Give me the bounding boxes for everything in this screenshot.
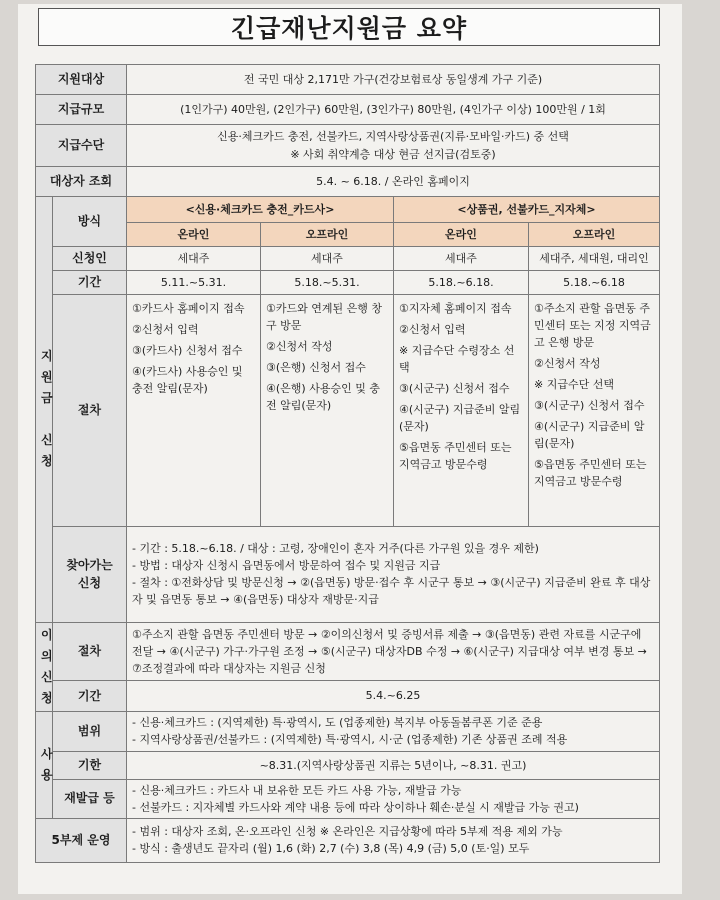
- objection-period: 5.4.~6.25: [127, 681, 660, 711]
- value-means: [127, 125, 660, 167]
- label-scale: 지급규모: [36, 95, 127, 125]
- row-objection-period: [36, 681, 660, 711]
- fiveday-content: [127, 818, 660, 862]
- step: ④(카드사) 사용승인 및 충전 알림(문자): [132, 364, 243, 395]
- card-offline: 오프라인: [261, 223, 394, 247]
- section-usage-label: 사 용: [36, 711, 53, 818]
- value-scale: (1인가구) 40만원, (2인가구) 60만원, (3인가구) 80만원, (4인가구 이상) 100만원 / 1회: [127, 95, 660, 125]
- visit-line: - 절차 : ①전화상담 및 방문신청 → ②(읍면동) 방문·접수 후 시군구 통보 → ③(시군구) 지급준비 완료 후 대상자 및 읍면동 통보 → ④(읍면동) 대상자 재방문·지급: [132, 576, 651, 607]
- step: ※ 지급수단 수령장소 선택: [399, 343, 515, 374]
- section-objection-label: 이 의 신 청: [36, 622, 53, 711]
- summary-table: [35, 64, 660, 863]
- row-target: [36, 65, 660, 95]
- label-lookup: 대상자 조회: [36, 167, 127, 197]
- procedure-voucher-online: [394, 294, 529, 526]
- row-method-groups: [36, 197, 660, 223]
- label-usage-scope: 범위: [53, 711, 127, 751]
- row-usage-reissue: [36, 779, 660, 818]
- voucher-online: 온라인: [394, 223, 529, 247]
- section-apply-label: 지 원 금 신 청: [36, 197, 53, 623]
- usage-reissue: [127, 779, 660, 818]
- step: ①카드사 홈페이지 접속: [132, 301, 245, 315]
- step: ②신청서 작성: [266, 339, 333, 353]
- step: ②신청서 입력: [132, 322, 199, 336]
- scope-line: - 지역사랑상품권/선불카드 : (지역제한) 특·광역시, 시·군 (업종제한) 기존 상품권 조례 적용: [132, 733, 568, 747]
- group-card: <신용·체크카드 충전_카드사>: [127, 197, 394, 223]
- label-apply-procedure: 절차: [53, 294, 127, 526]
- period-1: 5.11.~5.31.: [127, 271, 261, 295]
- reissue-line: - 선불카드 : 지자체별 카드사와 계약 내용 등에 따라 상이하나 훼손·분실 시 재발급 가능 권고): [132, 800, 579, 814]
- card-online: 온라인: [127, 223, 261, 247]
- step: ③(카드사) 신청서 접수: [132, 343, 243, 357]
- row-objection-procedure: [36, 622, 660, 681]
- step: ②신청서 입력: [399, 322, 466, 336]
- row-apply-period: [36, 271, 660, 295]
- procedure-card-online: [127, 294, 261, 526]
- label-visit-apply: 찾아가는 신청: [53, 526, 127, 622]
- step: ④(시군구) 지급준비 알림(문자): [534, 419, 645, 450]
- fiveday-line: - 범위 : 대상자 조회, 온·오프라인 신청 ※ 온라인은 지급상황에 따라 5부제 적용 제외 가능: [132, 825, 563, 839]
- objection-procedure: ①주소지 관할 읍면동 주민센터 방문 → ②이의신청서 및 증빙서류 제출 → ③(읍면동) 관련 자료를 시군구에 전달 → ④(시군구) 가구·가구원 조정 → ⑤(시군구) 대상자DB 수정 → ⑥(시군구) 지급대상 여부 변경 통보 → ⑦조정결과에 따라 대상자는 지원금 신청: [127, 622, 660, 681]
- means-line-2: ※ 사회 취약계층 대상 현금 선지급(검토중): [290, 147, 496, 161]
- step: ③(시군구) 신청서 접수: [534, 398, 645, 412]
- step: ⑤읍면동 주민센터 또는 지역금고 방문수령: [399, 440, 512, 471]
- step: ④(은행) 사용승인 및 충전 알림(문자): [266, 381, 380, 412]
- row-lookup: [36, 167, 660, 197]
- applicant-2: 세대주: [261, 247, 394, 271]
- procedure-card-offline: [261, 294, 394, 526]
- label-apply-period: 기간: [53, 271, 127, 295]
- step: ①지자체 홈페이지 접속: [399, 301, 512, 315]
- reissue-line: - 신용·체크카드 : 카드사 내 보유한 모든 카드 사용 가능, 재발급 가능: [132, 783, 462, 797]
- visit-apply-content: [127, 526, 660, 622]
- label-target: 지원대상: [36, 65, 127, 95]
- period-3: 5.18.~6.18.: [394, 271, 529, 295]
- step: ⑤읍면동 주민센터 또는 지역금고 방문수령: [534, 457, 647, 489]
- visit-line: - 방법 : 대상자 신청시 읍면동에서 방문하여 접수 및 지원금 지급: [132, 559, 441, 573]
- row-usage-scope: [36, 711, 660, 751]
- label-objection-period: 기간: [53, 681, 127, 711]
- label-objection-procedure: 절차: [53, 622, 127, 681]
- row-applicant: [36, 247, 660, 271]
- visit-line: - 기간 : 5.18.~6.18. / 대상 : 고령, 장애인이 혼자 거주(다른 가구원 있을 경우 제한): [132, 542, 539, 555]
- step: ①주소지 관할 읍면동 주민센터 또는 지정 지역금고 은행 방문: [534, 301, 651, 349]
- voucher-offline: 오프라인: [529, 223, 660, 247]
- row-apply-procedure: [36, 294, 660, 526]
- usage-scope: [127, 711, 660, 751]
- usage-deadline: ~8.31.(지역사랑상품권 지류는 5년이나, ~8.31. 권고): [127, 751, 660, 779]
- step: ※ 지급수단 선택: [534, 377, 614, 391]
- step: ②신청서 작성: [534, 356, 601, 370]
- row-usage-deadline: [36, 751, 660, 779]
- label-usage-deadline: 기한: [53, 751, 127, 779]
- fiveday-line: - 방식 : 출생년도 끝자리 (월) 1,6 (화) 2,7 (수) 3,8 (목) 4,9 (금) 5,0 (토·일) 모두: [132, 842, 530, 856]
- label-method: 방식: [53, 197, 127, 247]
- step: ④(시군구) 지급준비 알림(문자): [399, 402, 521, 433]
- step: ①카드와 연계된 은행 창구 방문: [266, 301, 382, 332]
- step: ③(은행) 신청서 접수: [266, 360, 366, 374]
- means-line-1: 신용·체크카드 충전, 선불카드, 지역사랑상품권(지류·모바일·카드) 중 선택: [217, 130, 569, 144]
- page-title: 긴급재난지원금 요약: [38, 8, 660, 46]
- label-applicant: 신청인: [53, 247, 127, 271]
- applicant-4: 세대주, 세대원, 대리인: [529, 247, 660, 271]
- group-voucher: <상품권, 선불카드_지자체>: [394, 197, 660, 223]
- row-fiveday: [36, 818, 660, 862]
- scope-line: - 신용·체크카드 : (지역제한) 특·광역시, 도 (업종제한) 복지부 아동돌봄쿠폰 기준 준용: [132, 716, 543, 730]
- period-2: 5.18.~5.31.: [261, 271, 394, 295]
- applicant-3: 세대주: [394, 247, 529, 271]
- row-method-sub: [36, 223, 660, 247]
- row-visit-apply: [36, 526, 660, 622]
- row-scale: [36, 95, 660, 125]
- period-4: 5.18.~6.18: [529, 271, 660, 295]
- label-usage-reissue: 재발급 등: [53, 779, 127, 818]
- value-target: 전 국민 대상 2,171만 가구(건강보험료상 동일생계 가구 기준): [127, 65, 660, 95]
- label-means: 지급수단: [36, 125, 127, 167]
- applicant-1: 세대주: [127, 247, 261, 271]
- value-lookup: 5.4. ~ 6.18. / 온라인 홈페이지: [127, 167, 660, 197]
- label-fiveday: 5부제 운영: [36, 818, 127, 862]
- procedure-voucher-offline: [529, 294, 660, 526]
- row-means: [36, 125, 660, 167]
- step: ③(시군구) 신청서 접수: [399, 381, 510, 395]
